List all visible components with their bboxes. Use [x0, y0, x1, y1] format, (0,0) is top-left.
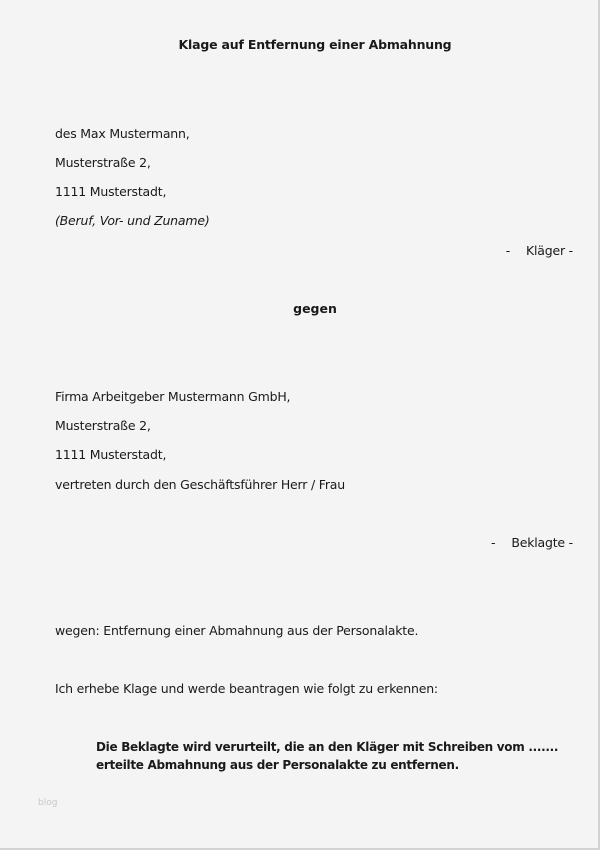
watermark: blog — [38, 798, 58, 808]
role-label: Kläger - — [526, 243, 573, 258]
document-title: Klage auf Entfernung einer Abmahnung — [178, 37, 452, 52]
plaintiff-role — [506, 243, 573, 258]
defendant-name: Firma Arbeitgeber Mustermann GmbH, — [55, 389, 291, 404]
intro-line: Ich erhebe Klage und werde beantragen wie folgt zu erkennen: — [55, 681, 438, 696]
plaintiff-street: Musterstraße 2, — [55, 155, 151, 170]
plaintiff-note: (Beruf, Vor- und Zuname) — [55, 213, 210, 228]
claim-line-1: Die Beklagte wird verurteilt, die an den Kläger mit Schreiben vom ....... — [96, 740, 559, 754]
claim-line-2: erteilte Abmahnung aus der Personalakte zu entfernen. — [96, 758, 459, 772]
role-label: Beklagte - — [511, 535, 573, 550]
plaintiff-name: des Max Mustermann, — [55, 126, 190, 141]
defendant-city: 1111 Musterstadt, — [55, 447, 167, 462]
plaintiff-city: 1111 Musterstadt, — [55, 184, 167, 199]
subject-line: wegen: Entfernung einer Abmahnung aus der Personalakte. — [55, 623, 419, 638]
role-dash: - — [505, 243, 511, 258]
defendant-role — [491, 535, 573, 550]
role-dash: - — [491, 535, 496, 550]
defendant-representative: vertreten durch den Geschäftsführer Herr / Frau — [55, 477, 345, 492]
versus-label: gegen — [293, 301, 337, 316]
defendant-street: Musterstraße 2, — [55, 418, 151, 433]
